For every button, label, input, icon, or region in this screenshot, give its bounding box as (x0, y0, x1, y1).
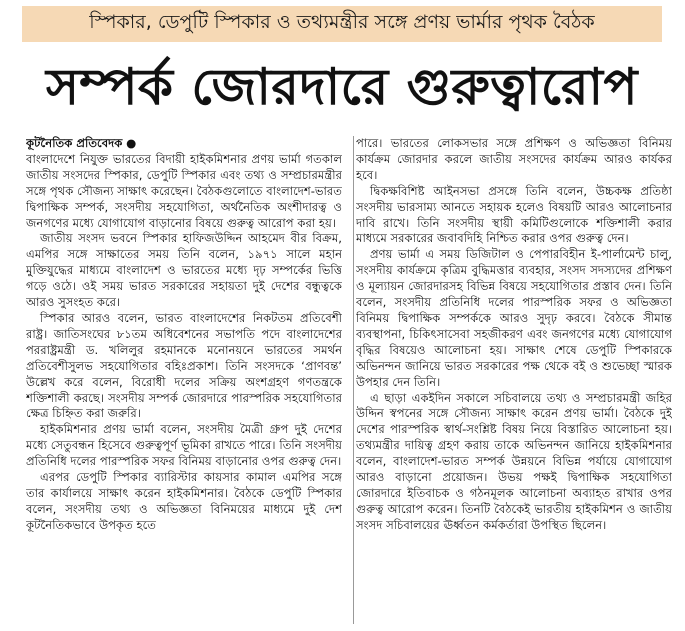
column-divider (353, 136, 354, 624)
paragraph: স্পিকার আরও বলেন, ভারত বাংলাদেশের নিকটতম প্রতিবেশী রাষ্ট্র। জাতিসংঘের ৮১তম অধিবেশনের সভাপতি পদে বাংলাদেশের পররাষ্ট্রমন্ত্রী ড. খলিলুর রহমানকে মনোনয়নে ভারতের সমর্থন প্রতিবেশীসুলভ সহযোগিতার বহিঃপ্রকাশ। তিনি সংসদকে ‘প্রাণবন্ত’ উল্লেখ করে বলেন, বিরোধী দলের সক্রিয় অংশগ্রহণ গণতন্ত্রকে শক্তিশালী করছে। সংসদীয় সম্পর্ক জোরদারে পারস্পরিক সহযোগিতার ক্ষেত্র চিহ্নিত করা জরুরি। (26, 310, 342, 421)
paragraph: প্রণয় ভার্মা এ সময় ডিজিটাল ও পেপারবিহীন ই-পার্লামেন্ট চালু, সংসদীয় কার্যক্রমে কৃত্রিম বুদ্ধিমত্তার ব্যবহার, সংসদ সদস্যদের প্রশিক্ষণ ও মূল্যায়ন জোরদারসহ বিভিন্ন বিষয়ে সহযোগিতার প্রস্তাব দেন। তিনি বলেন, সংসদীয় প্রতিনিধি দলের পারস্পরিক সফর ও অভিজ্ঞতা বিনিময় দ্বিপাক্ষিক সম্পর্ককে আরও সুদৃঢ় করবে। বৈঠকে সীমান্ত ব্যবস্থাপনা, চিকিৎসাসেবা সহজীকরণ এবং জনগণের মধ্যে যোগাযোগ বৃদ্ধির বিষয়েও আলোচনা হয়। সাক্ষাৎ শেষে ডেপুটি স্পিকারকে অভিনন্দন জানিয়ে ভারত সরকারের পক্ষ থেকে বই ও শুভেচ্ছা স্মারক উপহার দেন তিনি। (356, 247, 672, 389)
headline (22, 52, 662, 130)
headline-text: সম্পর্ক জোরদারে গুরুত্বারোপ (46, 57, 638, 116)
kicker-text: স্পিকার, ডেপুটি স্পিকার ও তথ্যমন্ত্রীর সঙ্গে প্রণয় ভার্মার পৃথক বৈঠক (89, 11, 595, 33)
byline-text: কূটনৈতিক প্রতিবেদক (26, 136, 123, 150)
paragraph: বাংলাদেশে নিযুক্ত ভারতের বিদায়ী হাইকমিশনার প্রণয় ভার্মা গতকাল জাতীয় সংসদের স্পিকার, ডেপুটি স্পিকার এবং তথ্য ও সম্প্রচারমন্ত্রীর সঙ্গে পৃথক সৌজন্য সাক্ষাৎ করেছেন। বৈঠকগুলোতে বাংলাদেশ-ভারত দ্বিপাক্ষিক সম্পর্ক, সংসদীয় সহযোগিতা, অর্থনৈতিক অংশীদারত্ব ও জনগণের মধ্যে যোগাযোগ বাড়ানোর বিষয়ে গুরুত্ব আরোপ করা হয়। (26, 151, 342, 230)
column-left (26, 136, 342, 626)
paragraph: পারে। ভারতের লোকসভার সঙ্গে প্রশিক্ষণ ও অভিজ্ঞতা বিনিময় কার্যক্রম জোরদার করলে জাতীয় সংসদের কার্যক্রম আরও কার্যকর হবে। (356, 136, 672, 182)
kicker-strap (22, 6, 662, 42)
paragraph: হাইকমিশনার প্রণয় ভার্মা বলেন, সংসদীয় মৈত্রী গ্রুপ দুই দেশের মধ্যে সেতুবন্ধন হিসেবে গুরুত্বপূর্ণ ভূমিকা রাখতে পারে। তিনি সংসদীয় প্রতিনিধি দলের পারস্পরিক সফর বিনিময় বাড়ানোর ওপর গুরুত্ব দেন। (26, 422, 342, 469)
paragraph: এরপর ডেপুটি স্পিকার ব্যারিস্টার কায়সার কামাল এমপির সঙ্গে তার কার্যালয়ে সাক্ষাৎ করেন হাইকমিশনার। বৈঠকে ডেপুটি স্পিকার বলেন, সংসদীয় তথ্য ও অভিজ্ঞতা বিনিময়ের মাধ্যমে দুই দেশ কূটনৈতিকভাবে উপকৃত হতে (26, 470, 342, 532)
article-body (26, 136, 672, 626)
paragraph: দ্বিকক্ষবিশিষ্ট আইনসভা প্রসঙ্গে তিনি বলেন, উচ্চকক্ষ প্রতিষ্ঠা সংসদীয় ভারসাম্য আনতে সহায়ক হলেও বিষয়টি আরও আলোচনার দাবি রাখে। তিনি সংসদীয় স্থায়ী কমিটিগুলোকে শক্তিশালী করার মাধ্যমে সরকারের জবাবদিহি নিশ্চিত করার ওপর গুরুত্ব দেন। (356, 183, 672, 246)
paragraph: জাতীয় সংসদ ভবনে স্পিকার হাফিজউদ্দিন আহমেদ বীর বিক্রম, এমপির সঙ্গে সাক্ষাতের সময় তিনি বলেন, ১৯৭১ সালে মহান মুক্তিযুদ্ধের মাধ্যমে বাংলাদেশ ও ভারতের মধ্যে দৃঢ় সম্পর্কের ভিত্তি গড়ে ওঠে। ওই সময় ভারত সরকারের সহায়তা দুই দেশের বন্ধুত্বকে আরও সুসংহত করে। (26, 231, 342, 310)
bullet-icon: ● (126, 136, 137, 150)
paragraph: এ ছাড়া একইদিন সকালে সচিবালয়ে তথ্য ও সম্প্রচারমন্ত্রী জহির উদ্দিন স্বপনের সঙ্গে সৌজন্য সাক্ষাৎ করেন প্রণয় ভার্মা। বৈঠকে দুই দেশের পারস্পরিক স্বার্থ-সংশ্লিষ্ট বিষয় নিয়ে বিস্তারিত আলোচনা হয়। তথ্যমন্ত্রীর দায়িত্ব গ্রহণ করায় তাকে অভিনন্দন জানিয়ে হাইকমিশনার বলেন, বাংলাদেশ-ভারত সম্পর্ক উন্নয়নে বিভিন্ন পর্যায়ে যোগাযোগ আরও বাড়ানো প্রয়োজন। উভয় পক্ষই দ্বিপাক্ষিক সহযোগিতা জোরদারে ইতিবাচক ও গঠনমূলক আলোচনা অব্যাহত রাখার ওপর গুরুত্ব আরোপ করেন। তিনটি বৈঠকেই ভারতীয় হাইকমিশন ও জাতীয় সংসদ সচিবালয়ের ঊর্ধ্বতন কর্মকর্তারা উপস্থিত ছিলেন। (356, 390, 672, 532)
byline (26, 136, 342, 152)
column-right (356, 136, 672, 626)
